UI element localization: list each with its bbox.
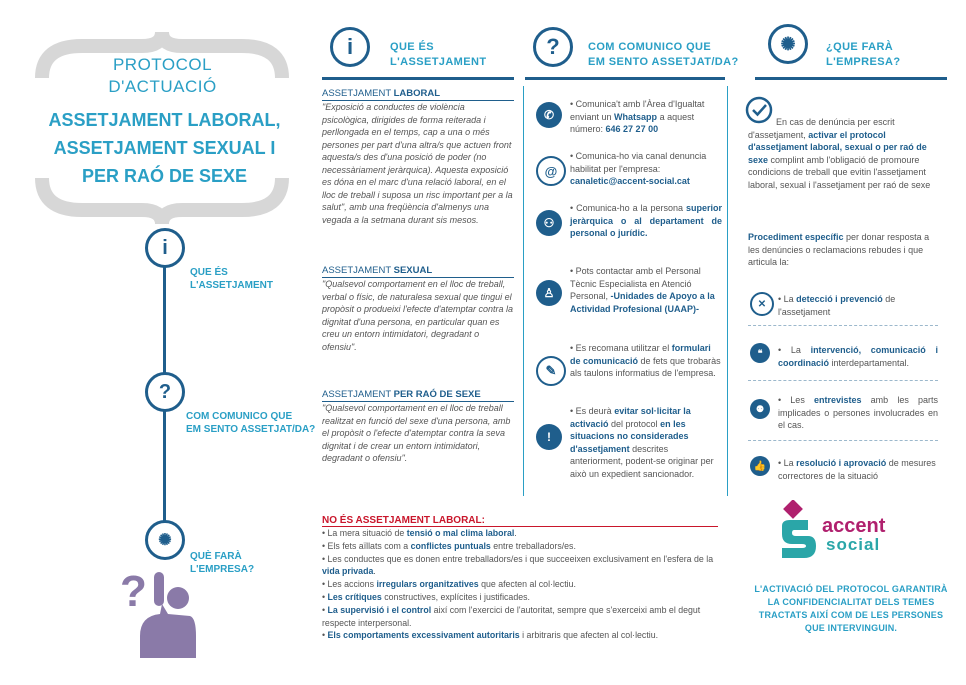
intro-post: complint amb l'obligació de promoure condicions de treball que evitin l'assetjament laboral, sexual i l'assetjament per raó de sexe <box>748 154 931 190</box>
col2-left-rule <box>523 86 524 496</box>
header-bar-3 <box>755 77 947 80</box>
svg-text:?: ? <box>120 567 147 616</box>
not-harassment-item-b: Els comportaments excessivament autoritaris <box>327 630 520 641</box>
page-title <box>42 106 287 190</box>
definition-sexual <box>322 265 514 353</box>
def-sexual-h-bold: SEXUAL <box>393 265 433 276</box>
question-icon: ? <box>145 372 185 412</box>
definition-raosexe-heading <box>322 389 514 402</box>
procedure-post: per donar resposta a les denúncies o reclamacions rebudes i que articula la: <box>748 232 930 267</box>
not-harassment-item-pre: • <box>322 604 328 615</box>
not-harassment-item-b: irregulars organitzatives <box>376 579 479 590</box>
logo-text-accent: accent <box>822 515 886 537</box>
timeline-label-1-line1: QUE ÉS <box>190 267 228 278</box>
not-harassment-item-post: entre treballadors/es. <box>490 540 576 551</box>
not-harassment-section <box>322 515 718 642</box>
contact-whatsapp <box>570 98 722 136</box>
not-harassment-item <box>322 591 718 604</box>
interviews-post: amb les parts implicades o persones involucrades en el cas. <box>778 395 938 430</box>
contact-superior <box>570 202 722 240</box>
logo-text-social: social <box>826 535 881 554</box>
not-harassment-item <box>322 527 718 540</box>
header-que-es <box>390 40 486 70</box>
not-harassment-item <box>322 553 718 579</box>
header-2-line1: COM COMUNICO QUE <box>588 41 712 53</box>
resolution-pre: • La <box>778 458 797 468</box>
not-harassment-item-pre: • Els fets aïllats com a <box>322 540 411 551</box>
whatsapp-pre: • Comunica't amb l'Àrea d'Igualtat enviant un <box>570 99 705 122</box>
person-icon: ♙ <box>536 280 562 306</box>
whatsapp-mid: a aquest número: <box>570 111 695 134</box>
col2-right-rule <box>727 86 728 496</box>
header-que-fara <box>826 40 900 70</box>
title-main-1: ASSETJAMENT LABORAL, <box>48 110 281 130</box>
header-info-icon: i <box>330 27 370 67</box>
timeline-label-1 <box>190 266 273 292</box>
company-item-resolution <box>778 457 938 482</box>
header-3-line2: L'EMPRESA? <box>826 56 901 68</box>
chat-icon: ❝ <box>750 343 770 363</box>
definition-laboral <box>322 88 514 226</box>
definition-laboral-text: "Exposició a conductes de violència psicològica, dirigides de forma reiterada i perllongada en el temps, cap a una o més persones per part d'una altra/s que actuen front aquesta/s des d'una posició de poder (no necessàriament jeràrquica). Aquesta exposició es dóna en el marc d'una relació laboral, en el lloc de treball i suposa un risc important per a la salut", amb una freqüència d'almenys una vegada a la setmana durant sis mesos. <box>322 102 513 225</box>
resolution-post: de mesures correctores de la situació <box>778 458 936 481</box>
not-harassment-item-b: tensió o mal clima laboral <box>406 528 515 538</box>
detection-pre: • La <box>778 294 797 304</box>
at-icon: @ <box>536 156 566 186</box>
uaap-bold: -Unidades de Apoyo a la Actividad Profesional (UAAP)- <box>570 291 715 314</box>
confidentiality-footer: L'ACTIVACIÓ DEL PROTOCOL GARANTIRÀ LA CONFIDENCIALITAT DELS TEMES TRACTATS AIXÍ COM DE LES PERSONES QUE INTERVINGUIN. <box>754 584 948 633</box>
header-com-comunico <box>588 40 739 70</box>
def-raosexe-h-bold: PER RAÓ DE SEXE <box>393 389 481 400</box>
detection-bold: detecció i prevenció <box>796 294 883 304</box>
timeline-label-1-line2: L'ASSETJAMENT <box>190 280 273 291</box>
timeline-label-3-line2: L'EMPRESA? <box>190 564 255 575</box>
warning-b2: en les situacions no considerades d'assetjament <box>570 418 689 454</box>
def-laboral-h-bold: LABORAL <box>393 88 441 99</box>
not-harassment-item-pre: • <box>322 630 328 641</box>
superior-bold: superior jeràrquica o al departament de personal o jurídic. <box>570 203 722 238</box>
not-harassment-list <box>322 527 718 642</box>
not-harassment-item-b: Les crítiques <box>327 591 382 602</box>
superior-pre: • Comunica-ho a la persona <box>570 203 686 213</box>
company-item-detection <box>778 293 938 318</box>
divider-3 <box>748 440 938 441</box>
detection-post: de l'assetjament <box>778 294 896 317</box>
title-protocol <box>60 54 265 98</box>
phone-icon: ✆ <box>536 102 562 128</box>
company-item-intervention <box>778 344 938 369</box>
not-harassment-item-post: que afecten al col·lectiu. <box>478 579 576 590</box>
group-icon: ⚉ <box>750 399 770 419</box>
definition-laboral-heading <box>322 88 514 101</box>
not-harassment-item-post: constructives, explícites i justificades. <box>381 591 530 602</box>
resolution-bold: resolució i aprovació <box>796 458 887 468</box>
timeline-label-3 <box>190 550 254 576</box>
not-harassment-item-b: conflictes puntuals <box>410 540 491 551</box>
uaap-pre: • Pots contactar amb el Personal Tècnic Especialista en Atenció Personal, <box>570 266 701 301</box>
intro-pre: En cas de denúncia per escrit d'assetjament, <box>748 117 895 140</box>
form-post: de fets que trobaràs als taulons informatius de l'empresa. <box>570 355 721 378</box>
header-bar-2 <box>525 77 725 80</box>
header-2-line2: EM SENTO ASSETJAT/DA? <box>588 56 739 68</box>
header-question-icon: ? <box>533 27 573 67</box>
intervention-bold: intervenció, comunicació i coordinació <box>778 345 938 368</box>
contact-email <box>570 150 722 188</box>
timeline-label-3-line1: QUÈ FARÀ <box>190 551 242 562</box>
not-harassment-item-pre: • Les conductes que es donen entre treballadors/es i que succeeixen exclusivament en l'esfera de la <box>322 553 714 564</box>
header-1-line1: QUE ÉS <box>390 41 434 53</box>
not-harassment-item-pre: • La mera situació de <box>322 528 407 538</box>
whatsapp-label: Whatsapp <box>614 111 658 122</box>
def-raosexe-h-pre: ASSETJAMENT <box>322 389 394 400</box>
not-harassment-item <box>322 540 718 553</box>
warning-pre: • Es deurà <box>570 406 615 416</box>
title-main-3: PER RAÓ DE SEXE <box>81 166 248 186</box>
not-harassment-item-pre: • <box>322 591 328 602</box>
form-bold: formulari de comunicació <box>570 343 711 366</box>
interviews-bold: entrevistes <box>813 395 862 405</box>
timeline-label-2-line2: EM SENTO ASSETJAT/DA? <box>186 424 316 435</box>
hierarchy-icon: ⚇ <box>536 210 562 236</box>
raised-hand-question-icon <box>118 566 198 662</box>
intro-bold: activar el protocol d'assetjament laboral, sexual o per raó de sexe <box>748 129 927 165</box>
lightbulb-icon: ✺ <box>145 520 185 560</box>
procedure-bold: Procediment específic <box>748 232 844 242</box>
accent-social-logo <box>774 500 904 564</box>
not-harassment-item-post: així com l'exercici de l'autoritat, sempre que s'exerceixi amb el degut respecte interpersonal. <box>322 604 701 628</box>
header-bar-1 <box>322 77 514 80</box>
divider-2 <box>748 380 938 381</box>
timeline-label-2-line1: COM COMUNICO QUE <box>186 411 293 422</box>
title-main-2: ASSETJAMENT SEXUAL I <box>53 138 276 158</box>
warning-post: descrites anteriorment, podent-se originar per això un expedient sancionador. <box>570 443 714 479</box>
company-intro <box>748 116 940 191</box>
company-item-interviews <box>778 394 938 432</box>
contact-warning <box>570 405 722 490</box>
timeline-label-2 <box>186 410 315 436</box>
not-harassment-item-post: i arbitraris que afecten al col·lectiu. <box>519 630 659 641</box>
definition-sexual-heading <box>322 265 514 278</box>
company-procedure <box>748 231 940 269</box>
definition-raosexe <box>322 389 514 465</box>
not-harassment-item-post: . <box>514 528 517 538</box>
whatsapp-number[interactable]: 646 27 27 00 <box>605 124 659 134</box>
not-harassment-item <box>322 578 718 591</box>
not-harassment-item-b: vida privada <box>322 566 374 577</box>
interviews-pre: • Les <box>778 395 814 405</box>
def-sexual-h-pre: ASSETJAMENT <box>322 265 394 276</box>
def-laboral-h-pre: ASSETJAMENT <box>322 88 394 99</box>
not-harassment-item <box>322 604 718 630</box>
not-harassment-item-b: La supervisió i el control <box>327 604 432 615</box>
thumbs-up-icon: 👍 <box>750 456 770 476</box>
info-icon: i <box>145 228 185 268</box>
warning-mid: del protocol <box>608 418 661 429</box>
form-icon: ✎ <box>536 356 566 386</box>
not-harassment-item <box>322 629 718 642</box>
contact-form <box>570 342 722 380</box>
definition-sexual-text: "Qualsevol comportament en el lloc de treball, verbal o físic, de naturalesa sexual que tingui el propòsit o produeixi l'efecte d'atemptar contra la dignitat d'una persona, en particular quan es creu un entorn intimidatori, degradant o ofensiu". <box>322 279 514 352</box>
warning-icon: ! <box>536 424 562 450</box>
email-pre: • Comunica-ho via canal denuncia habilitat per l'empresa: <box>570 151 707 174</box>
not-harassment-item-post: . <box>373 566 376 577</box>
intervention-post: interdepartamental. <box>829 357 910 368</box>
definition-raosexe-text: "Qualsevol comportament en el lloc de treball realitzat en funció del sexe d'una persona, amb el propòsit o l'efecte d'atemptar contra la seva dignitat i de crear un entorn intimidatori, degradant o ofensiu". <box>322 403 511 463</box>
intervention-pre: • La <box>778 345 811 355</box>
title-line-1: PROTOCOL <box>112 55 213 74</box>
email-link[interactable]: canaletic@accent-social.cat <box>570 176 690 186</box>
header-lightbulb-icon: ✺ <box>768 24 808 64</box>
header-1-line2: L'ASSETJAMENT <box>390 56 487 68</box>
header-3-line1: ¿QUE FARÀ <box>826 41 894 53</box>
not-harassment-item-pre: • Les accions <box>322 579 377 590</box>
warning-b1: evitar sol·licitar la activació <box>570 406 691 429</box>
form-pre: • Es recomana utilitzar el <box>570 343 672 353</box>
divider-1 <box>748 325 938 326</box>
x-circle-icon: ✕ <box>750 292 774 316</box>
logo-mark-icon <box>774 500 822 564</box>
not-harassment-heading: NO ÉS ASSETJAMENT LABORAL: <box>322 515 718 527</box>
contact-uaap <box>570 265 722 315</box>
title-line-2: D'ACTUACIÓ <box>108 77 217 96</box>
